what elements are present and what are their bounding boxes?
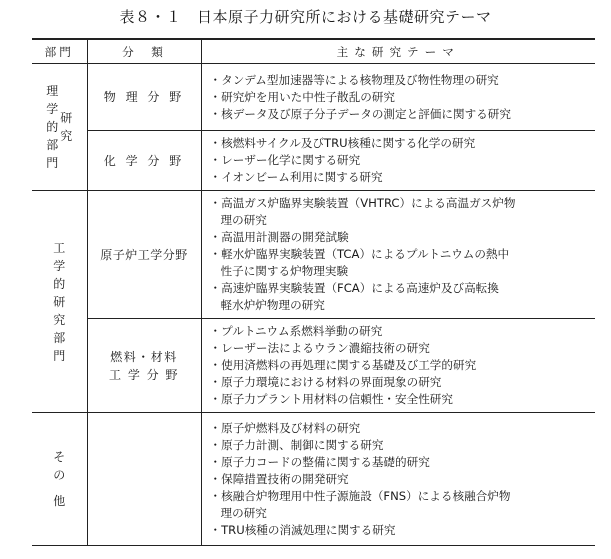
list-item: ・原子炉燃料及び材料の研究	[209, 420, 361, 435]
list-item: ・高速炉臨界実験装置（FCA）による高速炉及び高転換 軽水炉炉物理の研究	[209, 281, 499, 312]
table-title: 表８・１ 日本原子力研究所における基礎研究テーマ	[119, 8, 492, 26]
list-item: ・高温用計測器の開発試験	[209, 230, 349, 244]
list-item: ・原子力環境における材料の界面現象の研究	[209, 375, 442, 389]
themes-chemistry	[201, 131, 595, 191]
class-chemistry: 化 学 分 野	[87, 131, 201, 191]
list-item: ・プルトニウム系燃料挙動の研究	[209, 324, 383, 338]
list-item: ・レーザー化学に関する研究	[209, 153, 361, 167]
themes-reactor-engineering	[201, 191, 595, 319]
list-item: ・核燃料サイクル及びTRU核種に関する化学の研究	[209, 136, 476, 150]
list-item: ・原子力計測、制御に関する研究	[209, 437, 384, 452]
class-other	[87, 413, 201, 546]
header-themes: 主な研究テーマ	[201, 39, 595, 64]
dept-basic-science: 理 学 的 部 門 研 究	[32, 64, 87, 191]
list-item: ・TRU核種の消滅処理に関する研究	[209, 522, 396, 537]
list-item: ・原子力プラント用材料の信頼性・安全性研究	[209, 392, 453, 406]
dept-engineering: 工 学 的 研 究 部 門	[32, 191, 87, 413]
themes-other	[201, 413, 595, 546]
class-fuel-materials: 燃料・材料 工 学 分 野	[87, 319, 201, 413]
class-reactor-engineering: 原子炉工学分野	[87, 191, 201, 319]
list-item: ・保障措置技術の開発研究	[209, 471, 349, 486]
list-item: ・原子力コードの整備に関する基礎的研究	[209, 454, 430, 469]
dept-other: そ の 他	[32, 413, 87, 546]
themes-fuel-materials	[201, 319, 595, 413]
research-theme-table	[32, 38, 595, 546]
list-item: ・レーザー法によるウラン濃縮技術の研究	[209, 341, 430, 355]
list-item: ・イオンビーム利用に関する研究	[209, 170, 383, 184]
list-item: ・研究炉を用いた中性子散乱の研究	[209, 89, 396, 104]
list-item: ・軽水炉臨界実験装置（TCA）によるプルトニウムの熱中 性子に関する炉物理実験	[209, 247, 510, 278]
class-physics: 物 理 分 野	[87, 64, 201, 131]
list-item: ・使用済燃料の再処理に関する基礎及び工学的研究	[209, 358, 477, 372]
themes-physics	[201, 64, 595, 131]
list-item: ・高温ガス炉臨界実験装置（VHTRC）による高温ガス炉物 理の研究	[209, 196, 516, 227]
list-item: ・核データ及び原子分子データの測定と評価に関する研究	[209, 106, 511, 121]
list-item: ・核融合炉物理用中性子源施設（FNS）による核融合炉物 理の研究	[209, 488, 511, 520]
header-dept: 部門	[32, 39, 87, 64]
header-class: 分 類	[87, 39, 201, 64]
list-item: ・タンデム型加速器等による核物理及び物性物理の研究	[209, 72, 499, 87]
